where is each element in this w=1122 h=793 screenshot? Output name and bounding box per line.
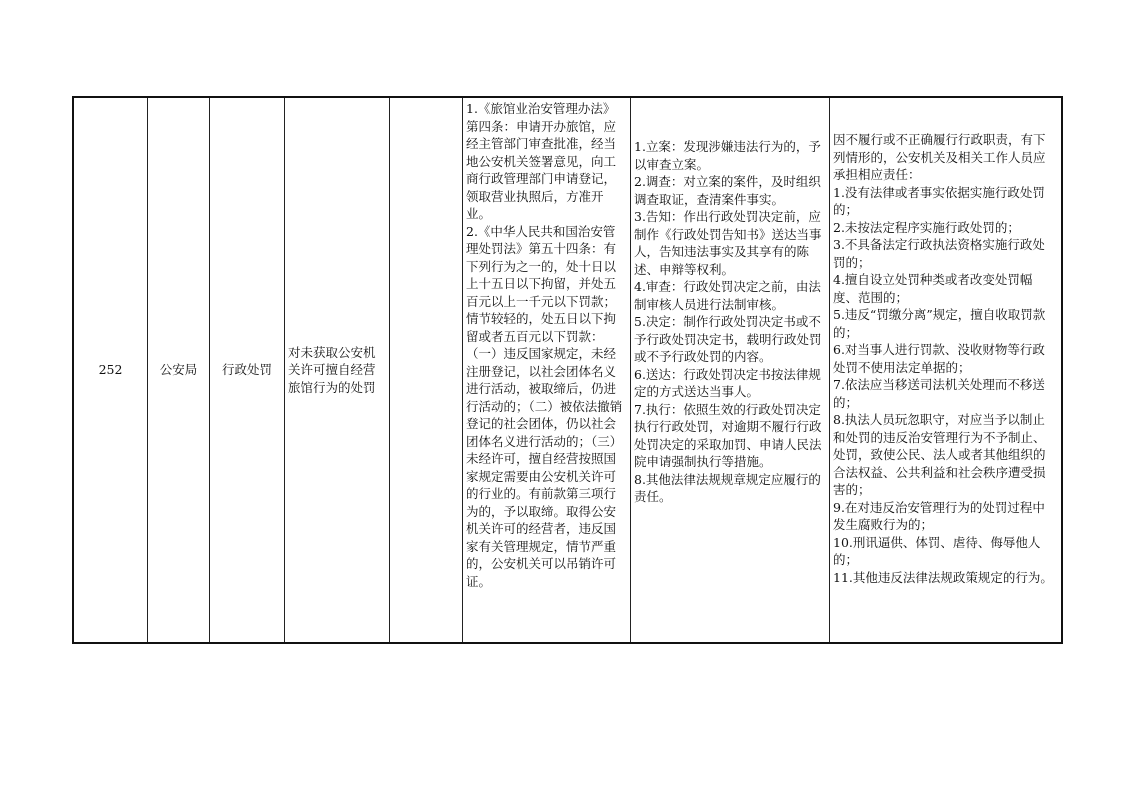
process-step: 4.审查：行政处罚决定之前，由法制审核人员进行法制审核。 — [634, 279, 821, 312]
power-type-cell — [210, 97, 285, 643]
responsibility-line: 1.没有法律或者事实依据实施行政处罚的； — [833, 184, 1045, 217]
item-name-cell — [285, 97, 390, 643]
responsibility-line: 因不履行或不正确履行行政职责，有下列情形的，公安机关及相关工作人员应承担相应责任： — [833, 132, 1046, 182]
responsibility-line: 4.擅自设立处罚种类或者改变处罚幅度、范围的； — [833, 272, 1033, 305]
legal-basis-line: 2.《中华人民共和国治安管理处罚法》第五十四条：有下列行为之一的，处十日以上十五日以下拘留，并处五百元以上一千元以下罚款；情节较轻的，处五日以下拘留或者五百元以下罚款：（一）违反国家规定，未经注册登记，以社会团体名义进行活动，被取缔后，仍进行活动的；（二）被依法撤销登记的社会团体，仍以社会团体名义进行活动的；（三）未经许可，擅自经营按照国家规定需要由公安机关许可的行业的。有前款第三项行为的，予以取缔。取得公安机关许可的经营者，违反国家有关管理规定，情节严重的，公安机关可以吊销许可证。 — [466, 223, 623, 589]
responsibility-line: 9.在对违反治安管理行为的处罚过程中发生腐败行为的； — [833, 499, 1045, 532]
responsibility-line: 10.刑讯逼供、体罚、虐待、侮辱他人的； — [833, 534, 1041, 567]
row-number-cell — [73, 97, 148, 643]
responsibility-text — [830, 98, 1061, 586]
process-step: 7.执行：依照生效的行政处罚决定执行行政处罚，对逾期不履行行政处罚决定的采取加罚、申请人民法院申请强制执行等措施。 — [634, 401, 822, 469]
process-step: 5.决定：制作行政处罚决定书或不予行政处罚决定书，载明行政处罚或不予行政处罚的内容。 — [634, 314, 822, 364]
power-list-table — [72, 96, 1063, 644]
power-type: 行政处罚 — [221, 362, 272, 378]
process-step: 8.其他法律法规规章规定应履行的责任。 — [634, 471, 821, 504]
process-step: 1.立案：发现涉嫌违法行为的，予以审查立案。 — [634, 139, 821, 172]
legal-basis-text — [463, 98, 630, 590]
responsibility-line: 5.违反“罚缴分离”规定，擅自收取罚款的； — [833, 307, 1046, 340]
row-number: 252 — [98, 362, 123, 378]
department-cell — [148, 97, 210, 643]
item-name: 对未获取公安机关许可擅自经营旅馆行为的处罚 — [288, 344, 376, 395]
process-cell — [631, 97, 830, 643]
blank-cell — [390, 97, 463, 643]
legal-basis-line: 1.《旅馆业治安管理办法》第四条：申请开办旅馆，应经主管部门审查批准，经当地公安机关签署意见，向工商行政管理部门申请登记，领取营业执照后，方准开业。 — [466, 101, 617, 221]
responsibility-line: 8.执法人员玩忽职守，对应当予以制止和处罚的违反治安管理行为不予制止、处罚，致使公民、法人或者其他组织的合法权益、公共利益和社会秩序遭受损害的； — [833, 412, 1046, 497]
table-row — [73, 97, 1062, 643]
responsibility-line: 3.不具备法定行政执法资格实施行政处罚的； — [833, 237, 1045, 270]
department: 公安局 — [159, 362, 198, 378]
responsibility-line: 2.未按法定程序实施行政处罚的； — [833, 219, 1020, 235]
process-step: 3.告知：作出行政处罚决定前，应制作《行政处罚告知书》送达当事人，告知违法事实及其享有的陈述、申辩等权利。 — [634, 209, 822, 277]
responsibility-line: 7.依法应当移送司法机关处理而不移送的； — [833, 377, 1045, 410]
process-step: 6.送达：行政处罚决定书按法律规定的方式送达当事人。 — [634, 366, 821, 399]
responsibility-line: 11.其他违反法律法规政策规定的行为。 — [833, 569, 1053, 585]
process-step: 2.调查：对立案的案件，及时组织调查取证，查清案件事实。 — [634, 174, 821, 207]
responsibility-line: 6.对当事人进行罚款、没收财物等行政处罚不使用法定单据的； — [833, 342, 1045, 375]
responsibility-cell — [830, 97, 1063, 643]
legal-basis-cell — [463, 97, 631, 643]
process-text — [631, 98, 829, 506]
